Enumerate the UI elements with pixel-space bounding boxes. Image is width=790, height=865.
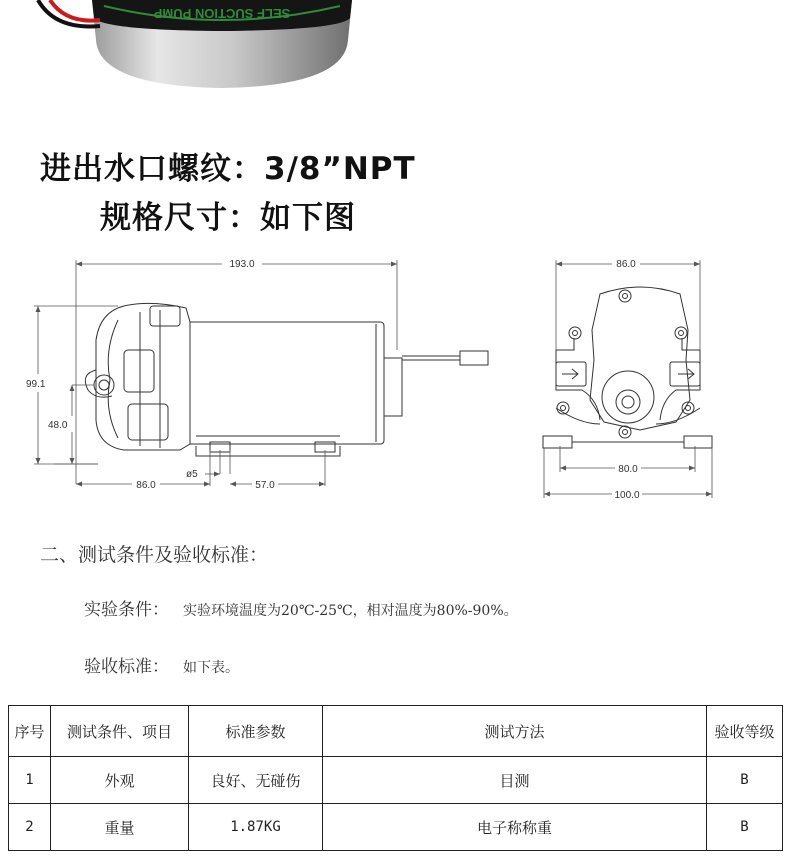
table-header-row	[9, 706, 783, 757]
cell-standard: 良好、无碰伤	[189, 757, 323, 804]
header-index: 序号	[9, 706, 51, 757]
header-item: 测试条件、项目	[51, 706, 189, 757]
spec-heading: 规格尺寸：如下图	[100, 200, 356, 236]
dim-base-width: 100.0	[614, 490, 640, 501]
cell-method: 电子称称重	[323, 804, 707, 851]
dim-hole-spacing: 57.0	[255, 480, 275, 491]
test-conditions	[84, 595, 518, 620]
motor-label: SELF SUCTION PUMP	[153, 6, 291, 21]
pump-photo	[0, 0, 790, 92]
header-standard: 标准参数	[189, 706, 323, 757]
criteria-label: 验收标准：	[84, 657, 169, 677]
dim-front-length: 86.0	[136, 480, 156, 491]
dimension-drawing	[0, 250, 790, 510]
dim-foot-spacing: 80.0	[618, 464, 638, 475]
table-row	[9, 757, 783, 804]
cell-index: 2	[9, 804, 51, 851]
cell-item: 重量	[51, 804, 189, 851]
section-title: 二、测试条件及验收标准：	[40, 544, 269, 566]
dim-width-top: 86.0	[616, 259, 636, 270]
dim-overall-length: 193.0	[229, 259, 255, 270]
test-table	[8, 705, 783, 851]
criteria-value: 如下表。	[183, 660, 239, 676]
thread-heading: 进出水口螺纹：3/8”NPT	[40, 151, 416, 187]
dim-hole-diameter: ø5	[186, 469, 198, 480]
cell-grade: B	[707, 757, 783, 804]
table-row	[9, 804, 783, 851]
cell-method: 目测	[323, 757, 707, 804]
header-method: 测试方法	[323, 706, 707, 757]
conditions-label: 实验条件：	[84, 600, 169, 620]
header-grade: 验收等级	[707, 706, 783, 757]
cell-standard: 1.87KG	[189, 804, 323, 851]
acceptance-criteria	[84, 652, 239, 677]
cell-index: 1	[9, 757, 51, 804]
cell-grade: B	[707, 804, 783, 851]
dim-inlet-height: 48.0	[48, 420, 68, 431]
conditions-value: 实验环境温度为20℃-25℃，相对温度为80%-90%。	[183, 603, 518, 619]
dim-height: 99.1	[26, 379, 46, 390]
cell-item: 外观	[51, 757, 189, 804]
